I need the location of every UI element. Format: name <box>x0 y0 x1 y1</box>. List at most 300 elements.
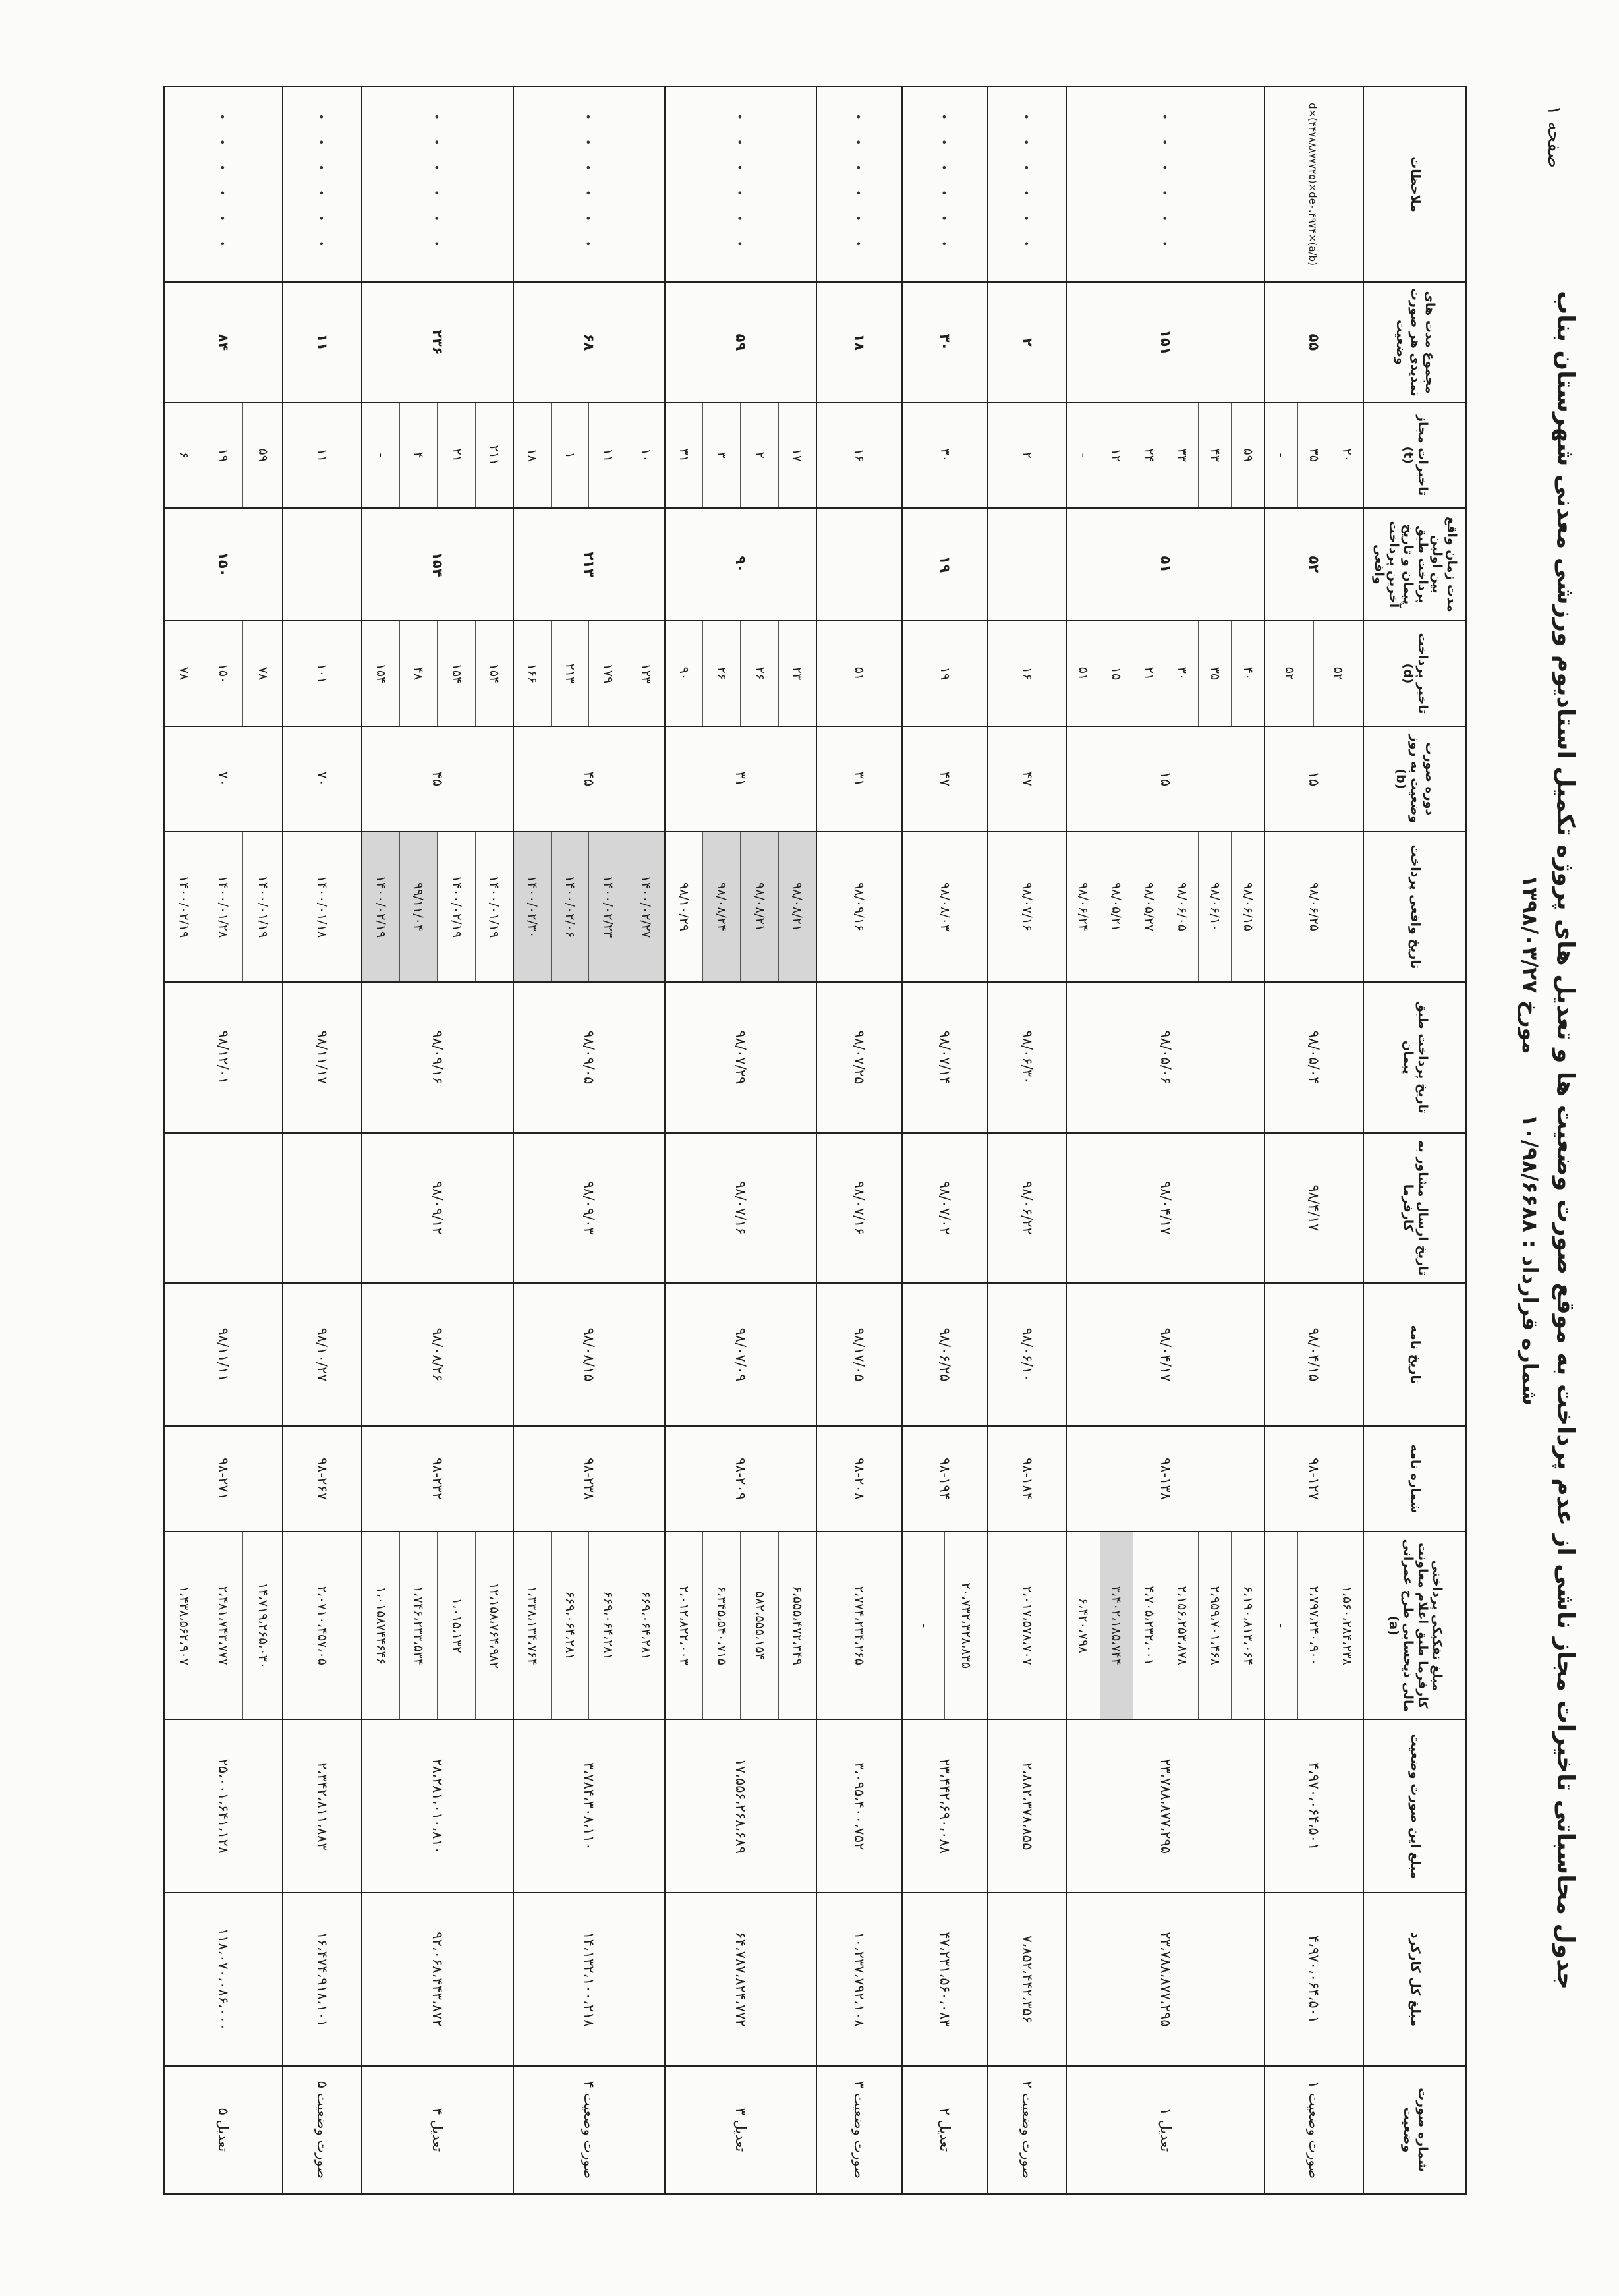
sent-date: ۹۸/۴/۱۷ <box>1264 1133 1363 1283</box>
total-amount: ۹۲،۰۶۸،۴۴۳،۸۷۲ <box>362 1893 513 2066</box>
delay-list <box>362 621 513 726</box>
period-days: ۴۵ <box>513 726 665 832</box>
contract-date: مورخ ۱۳۹۸/۰۳/۲۷ <box>1518 875 1543 1054</box>
delay-list-item: ۴۰ <box>1231 621 1264 726</box>
allowed-list <box>902 403 988 508</box>
statement-name: صورت وضعیت ۱ <box>1264 2066 1363 2194</box>
notes-cell <box>988 86 1067 282</box>
payment-list-item: ۶،۵۵۵،۴۷۲،۳۴۹ <box>778 1532 816 1719</box>
payment-list-item: ۱،۳۳۸،۱۳۴،۷۶۴ <box>525 1586 540 1665</box>
this-amount: ۱۷،۵۵۶،۲۶۸،۶۸۹ <box>665 1719 816 1893</box>
payment-list-item: ۲،۷۷۴،۲۳۴،۲۶۵ <box>852 1586 866 1665</box>
payment-list-item: ۶۶۹،۰۶۴،۲۸۱ <box>551 1532 588 1719</box>
allowed-list-item: ۲۱۱ <box>475 403 513 507</box>
allowed-list-item: ۳۰ <box>938 448 952 462</box>
page-number: صفحه ۱ <box>1544 105 1566 168</box>
allowed-list-item: ۲۰ <box>1330 403 1363 507</box>
actual-date-list-item: ۱۴۰۰/۰۱/۲۸ <box>204 832 243 981</box>
delay-list-item: ۱۵۴ <box>438 621 475 726</box>
actual-date-list-item: ۹۸/۰۶/۱۰ <box>1198 832 1231 981</box>
allowed-list-item: ۵۹ <box>1231 403 1264 507</box>
payment-list <box>665 1532 816 1720</box>
actual-date-list-item: ۹۸/۰۸/۰۳ <box>938 882 952 932</box>
sent-date <box>164 1133 283 1283</box>
allowed-list <box>362 403 513 508</box>
actual-date-list <box>362 832 513 982</box>
allowed-list <box>816 403 902 508</box>
payment-list-item: ۱،۰۱۵،۱۳۲ <box>438 1532 475 1719</box>
allowed-list-item: ۳۵ <box>1297 403 1330 507</box>
delay-list-item: ۷۸ <box>242 621 282 726</box>
due-date: ۹۸/۰۹/۱۶ <box>362 982 513 1132</box>
allowed-list-item: ۱۰ <box>627 403 664 507</box>
actual-date-list-item: ۱۴۰۰/۰۲/۳۰ <box>514 832 551 981</box>
actual-date-list-item: ۹۸/۰۶/۰۵ <box>1166 832 1199 981</box>
span-days <box>988 508 1067 621</box>
table-row <box>1264 86 1363 2194</box>
statement-name: تعدیل ۱ <box>1067 2066 1264 2194</box>
this-amount: ۲۳،۷۸۸،۸۷۷،۲۹۵ <box>1067 1719 1264 1893</box>
payment-list-item: ۶،۴۲۰،۷۹۸ <box>1076 1597 1091 1653</box>
payment-list-item: ۱،۷۴۶،۲۳۳،۵۳۴ <box>399 1532 437 1719</box>
table-row <box>1067 86 1264 2194</box>
header-statement: شماره صورت وضعیت <box>1363 2066 1466 2194</box>
letter-date: ۹۸/۰۷/۰۹ <box>665 1283 816 1426</box>
allowed-list-item: - <box>374 453 389 458</box>
allowed-list <box>988 403 1067 508</box>
letter-date: ۹۸/۰۸/۲۶ <box>362 1283 513 1426</box>
delay-list-item: ۷۸ <box>177 666 192 681</box>
notes-text: • • • • • • <box>1158 113 1171 255</box>
payment-list <box>513 1532 665 1720</box>
statement-name: صورت وضعیت ۲ <box>988 2066 1067 2194</box>
notes-cell <box>362 86 513 282</box>
delay-list <box>1067 621 1264 726</box>
delay-list-item: ۲۶ <box>741 621 778 726</box>
notes-text: • • • • • • <box>852 113 865 255</box>
header-sent-date: تاریخ ارسال مشاور به کارفرما <box>1363 1133 1466 1283</box>
payment-list <box>1264 1532 1363 1720</box>
payment-list <box>164 1532 283 1720</box>
allowed-list <box>1067 403 1264 508</box>
span-days: ۱۵۴ <box>362 508 513 621</box>
actual-date-list <box>1264 832 1363 982</box>
table-body <box>164 86 1363 2194</box>
due-date: ۹۸/۰۶/۳۰ <box>988 982 1067 1132</box>
delay-list-item: ۱۹ <box>938 666 952 681</box>
this-amount: ۲۸،۲۸۱،۰۱۰،۸۱۰ <box>362 1719 513 1893</box>
span-days: ۱۹ <box>902 508 988 621</box>
payment-list <box>902 1532 988 1720</box>
allowed-list-item: ۱۶ <box>852 448 866 462</box>
sent-date <box>283 1133 362 1283</box>
payment-list-item: ۴،۷۰۵،۲۳۲،۰۰۱ <box>1133 1532 1166 1719</box>
letter-date: ۹۸/۱۷/۰۵ <box>816 1283 902 1426</box>
due-date: ۹۸/۱۲/۰۱ <box>164 982 283 1132</box>
actual-date-list-item: ۹۸/۰۶/۱۵ <box>1231 832 1264 981</box>
table-row <box>902 86 988 2194</box>
due-date: ۹۸/۱۱/۱۷ <box>283 982 362 1132</box>
payment-list-item: ۱۴،۷۱۹،۲۶۵،۰۳۰ <box>242 1532 282 1719</box>
actual-date-list-item: ۹۸/۰۵/۲۱ <box>1100 832 1133 981</box>
allowed-list-item: ۴ <box>399 403 437 507</box>
header-row <box>1363 86 1466 2194</box>
payment-list-item: - <box>916 1623 931 1628</box>
delay-list-item: ۳۰ <box>1166 621 1199 726</box>
payment-list <box>362 1532 513 1720</box>
actual-date-list-item: ۱۴۰۰/۰۲/۰۶ <box>551 832 588 981</box>
due-date: ۹۸/۰۷/۲۵ <box>816 982 902 1132</box>
allowed-list <box>1264 403 1363 508</box>
notes-cell <box>1264 86 1363 282</box>
payment-list <box>816 1532 902 1720</box>
payment-list-item: ۶۶۹،۰۶۴،۲۸۱ <box>627 1532 664 1719</box>
letter-date: ۹۸/۱۰/۲۷ <box>283 1283 362 1426</box>
delay-list-item: ۲۶ <box>702 621 740 726</box>
table-row <box>164 86 283 2194</box>
header-payments: مبلغ تفکیکی پرداختی کارفرما طبق اعلام معاونت مالی ذیحسابی طرح عمرانی (a) <box>1363 1532 1466 1720</box>
allowed-list-item: ۲۴ <box>1133 403 1166 507</box>
table-row <box>988 86 1067 2194</box>
payment-list-item: ۵۸۲،۵۵۵،۱۵۴ <box>741 1532 778 1719</box>
allowed-list-item: - <box>1076 453 1091 458</box>
header-letter-date: تاریخ نامه <box>1363 1283 1466 1426</box>
notes-cell <box>665 86 816 282</box>
delay-list-item: ۱۶ <box>1020 666 1035 681</box>
delay-list <box>1264 621 1363 726</box>
delay-list-item: ۲۱ <box>1133 621 1166 726</box>
actual-date-list <box>816 832 902 982</box>
statement-name: صورت وضعیت ۴ <box>513 2066 665 2194</box>
sent-date: ۹۸/۰۹/۱۲ <box>362 1133 513 1283</box>
total-amount: ۲۳،۷۸۸،۸۷۷،۲۹۵ <box>1067 1893 1264 2066</box>
actual-date-list <box>665 832 816 982</box>
letter-date: ۹۸/۰۸/۱۵ <box>513 1283 665 1426</box>
span-days: ۱۵۰ <box>164 508 283 621</box>
actual-date-list-item: ۹۸/۰۹/۱۶ <box>852 882 866 932</box>
letter-date: ۹۸/۰۶/۱۰ <box>988 1283 1067 1426</box>
delay-list-item: ۵۲ <box>1282 666 1297 681</box>
notes-text: • • • • • • <box>582 113 594 255</box>
letter-number: ۹۸-۲۳۲ <box>362 1426 513 1532</box>
span-days <box>816 508 902 621</box>
notes-text: • • • • • • <box>315 113 327 255</box>
payment-list-item: ۲،۰۱۷،۵۷۸،۷۰۷ <box>1020 1586 1035 1665</box>
sent-date: ۹۸/۰۷/۱۶ <box>665 1133 816 1283</box>
total-amount: ۱۰،۲۳۷،۷۹۲،۱۰۸ <box>816 1893 902 2066</box>
this-amount: ۳،۰۹۵،۴۰۰،۷۵۲ <box>816 1719 902 1893</box>
delay-list <box>902 621 988 726</box>
header-letter-no: شماره نامه <box>1363 1426 1466 1532</box>
notes-cell <box>164 86 283 282</box>
sent-date: ۹۸/۰۷/۱۶ <box>816 1133 902 1283</box>
sum-days: ۸۴ <box>164 282 283 403</box>
delay-list-item: ۱۲۳ <box>627 621 664 726</box>
allowed-list-item: - <box>1274 453 1289 458</box>
this-amount: ۴،۹۷۰،۰۶۴،۵۰۱ <box>1264 1719 1363 1893</box>
actual-date-list-item: ۱۴۰۰/۰۲/۲۳ <box>589 832 627 981</box>
allowed-list <box>665 403 816 508</box>
actual-date-list-item: ۱۴۰۰/۰۲/۲۷ <box>627 832 664 981</box>
allowed-list-item: ۳۱ <box>677 448 692 462</box>
document-title-block <box>1480 86 1579 2195</box>
table-row <box>665 86 816 2194</box>
sum-days: ۲ <box>988 282 1067 403</box>
contract-number: شماره قرارداد : ۱۰/۹۸/۶۶۸۸ <box>1518 1114 1543 1406</box>
sum-days: ۶۸ <box>513 282 665 403</box>
delay-list-item: ۲۱۳ <box>551 621 588 726</box>
sum-days: ۵۹ <box>665 282 816 403</box>
delay-list-item: ۱۵۰ <box>204 621 243 726</box>
actual-date-list-item: ۹۸/۰۵/۲۷ <box>1133 832 1166 981</box>
delay-list-item: ۱۵۴ <box>475 621 513 726</box>
notes-text: • • • • • • <box>216 113 229 255</box>
period-days: ۳۱ <box>816 726 902 832</box>
payment-list-item: ۲،۹۵۹،۷۰۱،۴۶۸ <box>1198 1532 1231 1719</box>
allowed-list-item: ۵۹ <box>242 403 282 507</box>
allowed-list-item: ۳ <box>702 403 740 507</box>
letter-number: ۹۸-۲۳۸ <box>513 1426 665 1532</box>
payment-list-item: - <box>1274 1623 1289 1628</box>
payment-list-item: ۲،۷۹۷،۲۴۰،۹۰۰ <box>1297 1532 1330 1719</box>
allowed-list-item: ۱۸ <box>525 448 540 462</box>
allowed-list <box>283 403 362 508</box>
due-date: ۹۸/۰۷/۲۹ <box>665 982 816 1132</box>
payment-list-item: ۱۲،۱۵۸،۷۶۴،۹۸۲ <box>475 1532 513 1719</box>
period-days: ۱۵ <box>1264 726 1363 832</box>
sum-days: ۳۰ <box>902 282 988 403</box>
sent-date: ۹۸/۰۹/۰۳ <box>513 1133 665 1283</box>
header-total: مبلغ کل کارکرد <box>1363 1893 1466 2066</box>
actual-date-list-item: ۱۴۰۰/۰۱/۱۹ <box>475 832 513 981</box>
document-title: جدول محاسباتی تاخیرات مجاز ناشی از عدم پرداخت به موقع صورت وضعیت ها و تعدیل های پروژه تکمیل استادیوم ورزشی معدنی شهرستان بناب <box>1552 291 1579 1990</box>
due-date: ۹۸/۰۷/۱۴ <box>902 982 988 1132</box>
header-this-amount: مبلغ این صورت وضعیت <box>1363 1719 1466 1893</box>
actual-date-list-item: ۹۸/۱۰/۲۹ <box>677 882 692 932</box>
delay-list <box>665 621 816 726</box>
payment-list-item: ۶۶۹،۰۶۴،۲۸۱ <box>589 1532 627 1719</box>
total-amount: ۴،۹۷۰،۰۶۴،۵۰۱ <box>1264 1893 1363 2066</box>
payment-list <box>988 1532 1067 1720</box>
period-days: ۴۷ <box>902 726 988 832</box>
period-days: ۱۵ <box>1067 726 1264 832</box>
payment-list <box>283 1532 362 1720</box>
payment-list-item: ۶،۳۴۵،۵۴۰،۷۱۵ <box>702 1532 740 1719</box>
letter-date: ۹۸/۰۴/۱۷ <box>1067 1283 1264 1426</box>
contract-info <box>1518 86 1543 2195</box>
due-date: ۹۸/۰۵/۰۴ <box>1264 982 1363 1132</box>
total-amount: ۱۴،۱۳۲،۱۰۰،۲۱۸ <box>513 1893 665 2066</box>
allowed-list-item: ۱۱ <box>589 403 627 507</box>
actual-date-list-item: ۱۴۰۰/۰۲/۱۹ <box>362 832 399 981</box>
actual-date-list-item: ۱۴۰۰/۰۱/۱۹ <box>242 832 282 981</box>
allowed-list-item: ۲ <box>1020 451 1035 459</box>
header-period: دوره صورت وضعیت به روز (b) <box>1363 726 1466 832</box>
table-row <box>362 86 513 2194</box>
total-amount: ۶۴،۷۸۷،۸۲۴،۷۷۲ <box>665 1893 816 2066</box>
this-amount: ۲،۳۴۲،۸۱۱،۸۸۳ <box>283 1719 362 1893</box>
actual-date-list-item: ۱۴۰۰/۰۲/۱۹ <box>438 832 475 981</box>
payment-list-item: ۲،۴۸۱،۷۴۳،۷۷۷ <box>204 1532 243 1719</box>
payment-list-item: ۲،۰۱۲،۸۲۲،۰۰۳ <box>677 1586 692 1665</box>
allowed-list-item: ۶ <box>177 451 192 459</box>
notes-cell <box>902 86 988 282</box>
letter-date: ۹۸/۱۱/۱۱ <box>164 1283 283 1426</box>
delay-list-item: ۵۲ <box>1314 621 1363 726</box>
notes-text: • • • • • • <box>938 113 950 255</box>
delay-list <box>164 621 283 726</box>
payment-list-item: ۱،۴۳۸،۵۶۲،۹۰۷ <box>177 1586 192 1665</box>
delay-list-item: ۲۳ <box>778 621 816 726</box>
statement-name: صورت وضعیت ۵ <box>283 2066 362 2194</box>
actual-date-list <box>283 832 362 982</box>
payment-list-item: ۱،۵۶۰،۲۸۴،۲۳۸ <box>1330 1532 1363 1719</box>
actual-date-list <box>902 832 988 982</box>
statement-name: تعدیل ۳ <box>665 2066 816 2194</box>
allowed-list-item: ۲ <box>741 403 778 507</box>
payment-list-item: ۲،۱۵۶،۲۵۳،۸۷۸ <box>1166 1532 1199 1719</box>
allowed-list-item: ۱۷ <box>778 403 816 507</box>
actual-date-list <box>988 832 1067 982</box>
letter-number: ۹۸-۲۷۱ <box>164 1426 283 1532</box>
delay-list-item: ۹۰ <box>677 666 692 681</box>
allowed-list-item: ۱۱ <box>315 448 329 462</box>
period-days: ۴۷ <box>988 726 1067 832</box>
header-actual-date: تاریخ واقعی پرداخت <box>1363 832 1466 982</box>
sent-date: ۹۸/۰۴/۱۷ <box>1067 1133 1264 1283</box>
period-days: ۷۰ <box>164 726 283 832</box>
sum-days: ۱۱ <box>283 282 362 403</box>
statement-name: صورت وضعیت ۳ <box>816 2066 902 2194</box>
allowed-list-item: ۱۹ <box>204 403 243 507</box>
letter-date: ۹۸/۰۴/۱۵ <box>1264 1283 1363 1426</box>
actual-date-list-item: ۱۴۰۰/۰۲/۱۹ <box>177 875 192 938</box>
delay-list <box>283 621 362 726</box>
span-days <box>283 508 362 621</box>
header-notes: ملاحظات <box>1363 86 1466 282</box>
allowed-list <box>513 403 665 508</box>
delay-list <box>513 621 665 726</box>
letter-date: ۹۸/۰۶/۲۵ <box>902 1283 988 1426</box>
this-amount: ۲،۸۸۲،۳۷۸،۸۵۵ <box>988 1719 1067 1893</box>
payment-list-item: ۲۰،۷۳۲،۳۲۸،۸۳۵ <box>945 1532 988 1719</box>
letter-number: ۹۸-۲۶۷ <box>283 1426 362 1532</box>
delay-list-item: ۴۸ <box>399 621 437 726</box>
total-amount: ۴۷،۲۳۱،۵۶۰،۰۸۳ <box>902 1893 988 2066</box>
payment-list-item: ۶،۱۹۰،۸۱۳،۰۶۴ <box>1231 1532 1264 1719</box>
span-days: ۹۰ <box>665 508 816 621</box>
statement-name: تعدیل ۴ <box>362 2066 513 2194</box>
sum-days: ۵۵ <box>1264 282 1363 403</box>
letter-number: ۹۸-۲۰۸ <box>816 1426 902 1532</box>
payment-list-item: ۳،۴۰۲،۱۸۵،۷۴۴ <box>1100 1532 1133 1719</box>
total-amount: ۱۶،۴۷۴،۹۱۸،۱۰۱ <box>283 1893 362 2066</box>
notes-cell <box>1067 86 1264 282</box>
period-days: ۳۱ <box>665 726 816 832</box>
actual-date-list-item: ۹۸/۰۸/۲۴ <box>702 832 740 981</box>
sum-days: ۱۵۱ <box>1067 282 1264 403</box>
due-date: ۹۸/۰۹/۰۵ <box>513 982 665 1132</box>
delay-calculation-table <box>163 86 1467 2195</box>
span-days: ۲۱۳ <box>513 508 665 621</box>
allowed-list-item: ۱۲ <box>1100 403 1133 507</box>
notes-cell <box>283 86 362 282</box>
header-allowed: تاخیرات مجاز (t) <box>1363 403 1466 508</box>
actual-date-list-item: ۹۸/۰۷/۱۶ <box>1020 882 1035 932</box>
delay-list-item: ۱۰۱ <box>315 663 329 684</box>
total-amount: ۱۱۸،۰۷۰،۰۸۶،۰۰۰ <box>164 1893 283 2066</box>
this-amount: ۲۳،۴۴۲،۶۹۰،۰۸۸ <box>902 1719 988 1893</box>
delay-list-item: ۳۵ <box>1198 621 1231 726</box>
notes-cell <box>513 86 665 282</box>
actual-date-list-item: ۹۸/۰۸/۲۱ <box>741 832 778 981</box>
payment-list-item: ۱،۰۱۵۸۷۴۴۶۴۶ <box>374 1586 389 1665</box>
sum-days: ۱۸ <box>816 282 902 403</box>
actual-date-list-item: ۹۸/۰۶/۲۵ <box>1307 882 1321 932</box>
letter-number: ۹۸-۱۹۴ <box>902 1426 988 1532</box>
delay-list-item: ۱۶۶ <box>525 663 540 684</box>
delay-list-item: ۱۵۴ <box>374 663 389 684</box>
span-days: ۵۱ <box>1067 508 1264 621</box>
actual-date-list-item: ۹۹/۱۱/۰۴ <box>399 832 437 981</box>
notes-text: (a/b)×d×(۴۴۷۸۸۸۷۷۷۲۵)×de۰.۴۹۷۴ <box>1307 103 1319 266</box>
allowed-list-item: ۱ <box>551 403 588 507</box>
rotated-sheet <box>177 86 1579 2195</box>
statement-name: تعدیل ۲ <box>902 2066 988 2194</box>
actual-date-list <box>164 832 283 982</box>
sum-days: ۲۳۶ <box>362 282 513 403</box>
period-days: ۴۵ <box>362 726 513 832</box>
actual-date-list-item: ۱۴۰۰/۰۱/۱۸ <box>315 875 329 938</box>
actual-date-list-item: ۹۸/۰۶/۲۴ <box>1076 882 1091 932</box>
allowed-list-item: ۴۳ <box>1198 403 1231 507</box>
span-days: ۵۲ <box>1264 508 1363 621</box>
actual-date-list <box>1067 832 1264 982</box>
header-span: مدت زمان واقع بین اولین پرداخت طبق پیمان و تاریخ آخرین پرداخت واقعی <box>1363 508 1466 621</box>
total-amount: ۷،۸۵۲،۴۴۲،۳۵۶ <box>988 1893 1067 2066</box>
notes-text: • • • • • • <box>430 113 443 255</box>
header-due-date: تاریخ پرداخت طبق پیمان <box>1363 982 1466 1132</box>
sent-date: ۹۸/۰۶/۲۲ <box>988 1133 1067 1283</box>
due-date: ۹۸/۰۵/۰۶ <box>1067 982 1264 1132</box>
letter-number: ۹۸-۱۲۷ <box>1264 1426 1363 1532</box>
period-days: ۷۰ <box>283 726 362 832</box>
delay-list-item: ۱۵ <box>1100 621 1133 726</box>
actual-date-list-item: ۹۸/۰۸/۲۱ <box>778 832 816 981</box>
table-row <box>513 86 665 2194</box>
table-row <box>816 86 902 2194</box>
notes-text: • • • • • • <box>733 113 746 255</box>
letter-number: ۹۸-۱۳۸ <box>1067 1426 1264 1532</box>
delay-list-item: ۵۱ <box>852 666 866 681</box>
delay-list-item: ۵۱ <box>1076 666 1091 681</box>
delay-list <box>816 621 902 726</box>
table-row <box>283 86 362 2194</box>
allowed-list <box>164 403 283 508</box>
delay-list-item: ۱۷۹ <box>589 621 627 726</box>
allowed-list-item: ۲۱ <box>438 403 475 507</box>
allowed-list-item: ۳۳ <box>1166 403 1199 507</box>
payment-list-item: ۲،۰۷۱۰،۴۵۷،۰۵ <box>315 1586 329 1665</box>
delay-list <box>988 621 1067 726</box>
payment-list <box>1067 1532 1264 1720</box>
notes-cell <box>816 86 902 282</box>
notes-text: • • • • • • <box>1020 113 1033 255</box>
this-amount: ۲۵،۰۰۱،۶۴۱،۱۲۸ <box>164 1719 283 1893</box>
actual-date-list <box>513 832 665 982</box>
this-amount: ۳،۷۸۴،۳۰۸،۱۱۰ <box>513 1719 665 1893</box>
letter-number: ۹۸-۱۸۴ <box>988 1426 1067 1532</box>
